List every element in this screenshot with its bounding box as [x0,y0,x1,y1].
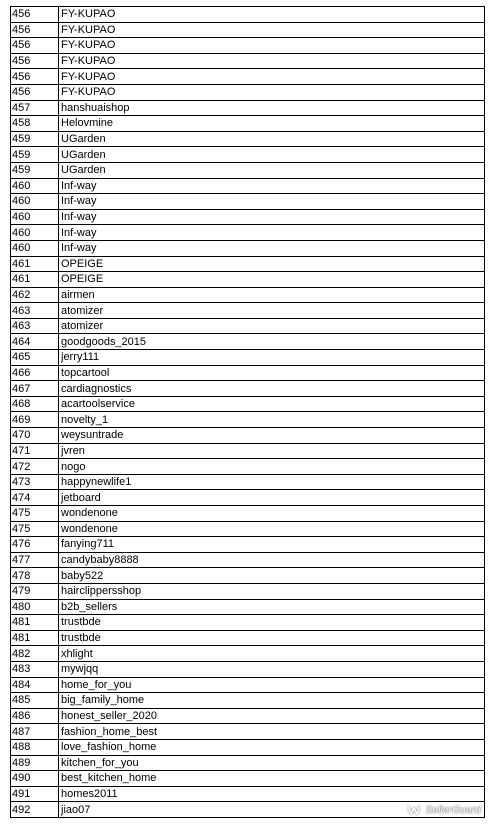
table-row [11,755,485,771]
table-row [11,240,485,256]
row-number-cell: 461 [11,272,59,288]
table-row [11,318,485,334]
seller-name-cell: Inf-way [59,209,485,225]
row-number-cell: 460 [11,178,59,194]
seller-name-cell: jetboard [59,490,485,506]
seller-name-cell: love_fashion_home [59,739,485,755]
seller-name-cell: best_kitchen_home [59,771,485,787]
table-row [11,724,485,740]
row-number-cell: 479 [11,583,59,599]
table-row [11,225,485,241]
table-row [11,381,485,397]
table-row [11,53,485,69]
seller-name-cell: mywjqq [59,661,485,677]
seller-name-cell: FY-KUPAO [59,7,485,23]
seller-name-cell: happynewlife1 [59,474,485,490]
seller-name-cell: UGarden [59,131,485,147]
row-number-cell: 480 [11,599,59,615]
row-number-cell: 458 [11,116,59,132]
table-row [11,459,485,475]
row-number-cell: 456 [11,53,59,69]
row-number-cell: 465 [11,350,59,366]
seller-name-cell: Inf-way [59,225,485,241]
seller-name-cell: acartoolservice [59,396,485,412]
seller-name-cell: FY-KUPAO [59,22,485,38]
seller-name-cell: goodgoods_2015 [59,334,485,350]
row-number-cell: 456 [11,38,59,54]
table-row [11,786,485,802]
table-row [11,630,485,646]
row-number-cell: 467 [11,381,59,397]
seller-name-cell: weysuntrade [59,428,485,444]
row-number-cell: 485 [11,693,59,709]
row-number-cell: 462 [11,287,59,303]
row-number-cell: 471 [11,443,59,459]
row-number-cell: 456 [11,7,59,23]
row-number-cell: 464 [11,334,59,350]
seller-name-cell: FY-KUPAO [59,38,485,54]
table-row [11,22,485,38]
row-number-cell: 460 [11,225,59,241]
table-row [11,162,485,178]
seller-name-cell: jvren [59,443,485,459]
row-number-cell: 470 [11,428,59,444]
seller-name-cell: cardiagnostics [59,381,485,397]
row-number-cell: 466 [11,365,59,381]
row-number-cell: 456 [11,69,59,85]
seller-name-cell: big_family_home [59,693,485,709]
row-number-cell: 463 [11,318,59,334]
table-row [11,474,485,490]
row-number-cell: 475 [11,521,59,537]
table-row [11,693,485,709]
seller-name-cell: hairclippersshop [59,583,485,599]
row-number-cell: 492 [11,802,59,818]
watermark [407,804,481,816]
row-number-cell: 477 [11,552,59,568]
seller-name-cell: UGarden [59,147,485,163]
row-number-cell: 491 [11,786,59,802]
seller-name-cell: trustbde [59,630,485,646]
table-row [11,194,485,210]
table-row [11,552,485,568]
seller-name-cell: wondenone [59,506,485,522]
table-row [11,490,485,506]
table-row [11,646,485,662]
row-number-cell: 486 [11,708,59,724]
seller-name-cell: hanshuaishop [59,100,485,116]
seller-name-cell: b2b_sellers [59,599,485,615]
row-number-cell: 468 [11,396,59,412]
seller-name-cell: novelty_1 [59,412,485,428]
row-number-cell: 460 [11,194,59,210]
table-row [11,7,485,23]
seller-name-cell: OPEIGE [59,272,485,288]
table-row [11,178,485,194]
seller-name-cell: atomizer [59,303,485,319]
seller-name-cell: FY-KUPAO [59,84,485,100]
row-number-cell: 463 [11,303,59,319]
row-number-cell: 482 [11,646,59,662]
seller-name-cell: kitchen_for_you [59,755,485,771]
seller-name-cell: candybaby8888 [59,552,485,568]
seller-name-cell: home_for_you [59,677,485,693]
row-number-cell: 481 [11,615,59,631]
seller-table-body [11,7,485,818]
row-number-cell: 473 [11,474,59,490]
table-row [11,396,485,412]
seller-name-cell: jiao07 [59,802,485,818]
row-number-cell: 472 [11,459,59,475]
row-number-cell: 459 [11,147,59,163]
seller-name-cell: homes2011 [59,786,485,802]
table-row [11,147,485,163]
seller-name-cell: UGarden [59,162,485,178]
table-row [11,708,485,724]
table-row [11,615,485,631]
table-row [11,521,485,537]
table-row [11,334,485,350]
row-number-cell: 478 [11,568,59,584]
table-row [11,771,485,787]
seller-name-cell: nogo [59,459,485,475]
seller-name-cell: Inf-way [59,194,485,210]
table-row [11,583,485,599]
watermark-text: SellerGuard [425,804,481,816]
table-row [11,256,485,272]
seller-name-cell: wondenone [59,521,485,537]
table-row [11,350,485,366]
row-number-cell: 490 [11,771,59,787]
seller-name-cell: fanying711 [59,537,485,553]
row-number-cell: 476 [11,537,59,553]
table-row [11,116,485,132]
row-number-cell: 475 [11,506,59,522]
seller-name-cell: Inf-way [59,178,485,194]
table-row [11,428,485,444]
row-number-cell: 469 [11,412,59,428]
table-row [11,506,485,522]
row-number-cell: 461 [11,256,59,272]
table-row [11,131,485,147]
table-row [11,739,485,755]
table-row [11,272,485,288]
row-number-cell: 488 [11,739,59,755]
table-row [11,287,485,303]
table-row [11,677,485,693]
seller-name-cell: baby522 [59,568,485,584]
table-row [11,568,485,584]
wechat-channel-icon [407,804,421,816]
row-number-cell: 460 [11,209,59,225]
seller-name-cell: honest_seller_2020 [59,708,485,724]
row-number-cell: 460 [11,240,59,256]
table-row [11,69,485,85]
seller-name-cell: Helovmine [59,116,485,132]
row-number-cell: 457 [11,100,59,116]
seller-name-cell: topcartool [59,365,485,381]
table-row [11,303,485,319]
seller-table [10,6,485,818]
row-number-cell: 456 [11,22,59,38]
row-number-cell: 487 [11,724,59,740]
seller-name-cell: jerry111 [59,350,485,366]
row-number-cell: 456 [11,84,59,100]
seller-name-cell: xhlight [59,646,485,662]
row-number-cell: 481 [11,630,59,646]
table-row [11,365,485,381]
row-number-cell: 459 [11,162,59,178]
table-row [11,537,485,553]
row-number-cell: 474 [11,490,59,506]
table-row [11,443,485,459]
table-row [11,100,485,116]
table-row [11,84,485,100]
seller-name-cell: fashion_home_best [59,724,485,740]
table-row [11,412,485,428]
seller-name-cell: Inf-way [59,240,485,256]
row-number-cell: 459 [11,131,59,147]
table-row [11,38,485,54]
table-row [11,599,485,615]
table-row [11,661,485,677]
row-number-cell: 484 [11,677,59,693]
seller-name-cell: airmen [59,287,485,303]
seller-name-cell: atomizer [59,318,485,334]
row-number-cell: 489 [11,755,59,771]
seller-name-cell: OPEIGE [59,256,485,272]
seller-name-cell: trustbde [59,615,485,631]
table-row [11,209,485,225]
row-number-cell: 483 [11,661,59,677]
seller-name-cell: FY-KUPAO [59,53,485,69]
seller-name-cell: FY-KUPAO [59,69,485,85]
